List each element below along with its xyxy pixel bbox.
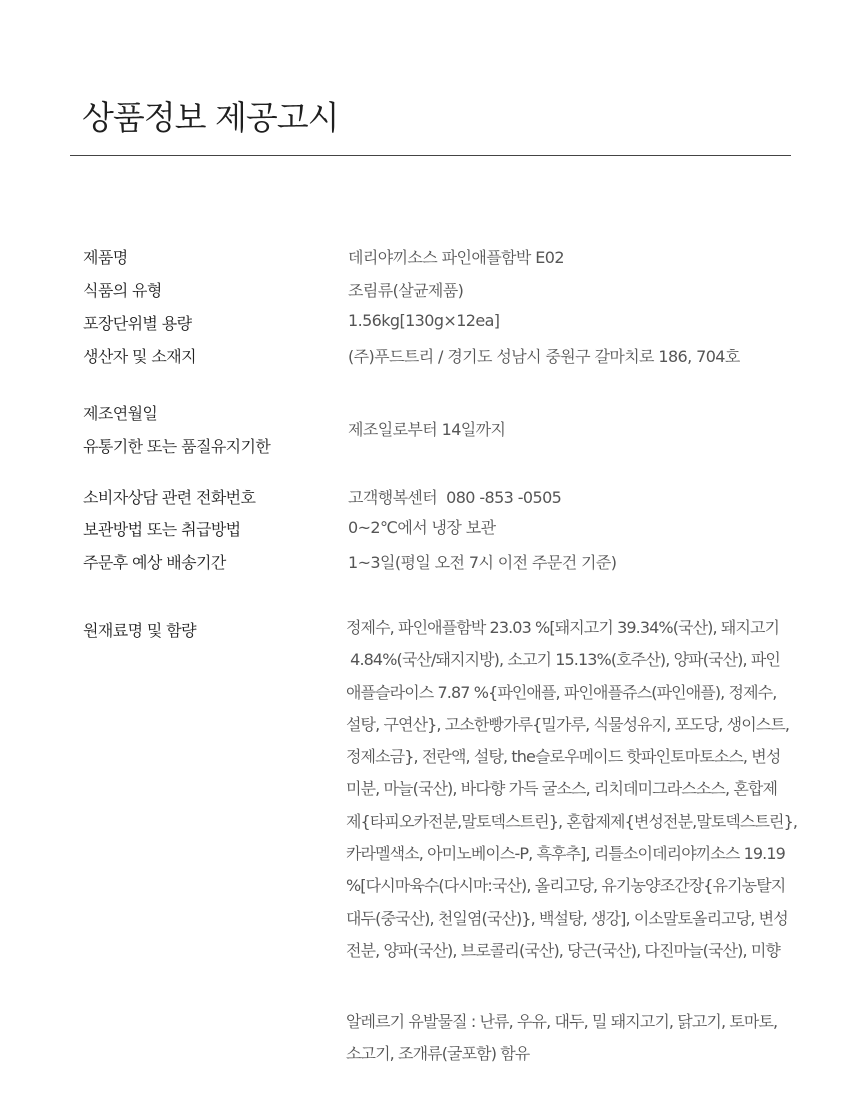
expiry-label: 유통기한 또는 품질유지기한: [83, 437, 271, 456]
ingredients-line: 설탕, 구연산}, 고소한빵가루{밀가루, 식물성유지, 포도당, 생이스트,: [346, 714, 790, 734]
product-name-label: 제품명: [83, 248, 128, 267]
product-name-value: 데리야끼소스 파인애플함박 E02: [348, 248, 564, 267]
ingredients-line: 4.84%(국산/돼지지방), 소고기 15.13%(호주산), 양파(국산), 파인: [346, 650, 780, 670]
consumer-phone-label: 소비자상담 관련 전화번호: [83, 488, 256, 507]
ingredients-line: 애플슬라이스 7.87 %{파인애플, 파인애플쥬스(파인애플), 정제수,: [346, 682, 777, 702]
ingredients-line: 미분, 마늘(국산), 바다향 가득 굴소스, 리치데미그라스소스, 혼합제: [346, 779, 778, 799]
ingredients-label: 원재료명 및 함량: [83, 621, 196, 640]
ingredients-line: 대두(중국산), 천일염(국산)}, 백설탕, 생강], 이소말토올리고당, 변성: [346, 908, 788, 928]
expiry-value: 제조일로부터 14일까지: [348, 420, 506, 439]
title-divider: [70, 155, 791, 156]
allergen-text: [346, 1006, 790, 1071]
ingredients-line: 정제수, 파인애플함박 23.03 %[돼지고기 39.34%(국산), 돼지고기: [346, 618, 780, 637]
producer-label: 생산자 및 소재지: [83, 347, 196, 366]
ingredients-line: %[다시마육수(다시마:국산), 올리고당, 유기농양조간장{유기농탈지: [346, 876, 786, 896]
capacity-value: 1.56kg[130g×12ea]: [348, 311, 500, 330]
ingredients-line: 카라멜색소, 아미노베이스-P, 흑후추], 리틀소이데리야끼소스 19.19: [346, 844, 785, 864]
ingredients-text: [346, 612, 798, 967]
consumer-phone-value: 고객행복센터 080 -853 -0505: [348, 488, 562, 507]
storage-label: 보관방법 또는 취급방법: [83, 520, 241, 539]
ingredients-line: 정제소금}, 전란액, 설탕, the슬로우메이드 핫파인토마토소스, 변성: [346, 747, 781, 767]
ingredients-line: 전분, 양파(국산), 브로콜리(국산), 당근(국산), 다진마늘(국산), 미향: [346, 940, 780, 960]
page-title: 상품정보 제공고시: [82, 98, 339, 137]
food-type-value: 조림류(살균제품): [348, 281, 464, 300]
allergen-line: 소고기, 조개류(굴포함) 함유: [346, 1044, 530, 1064]
producer-value: (주)푸드트리 / 경기도 성남시 중원구 갈마치로 186, 704호: [348, 347, 740, 366]
delivery-value: 1~3일(평일 오전 7시 이전 주문건 기준): [348, 553, 617, 572]
capacity-label: 포장단위별 용량: [83, 314, 192, 333]
delivery-label: 주문후 예상 배송기간: [83, 553, 226, 572]
ingredients-line: 제{타피오카전분,말토덱스트린}, 혼합제제{변성전분,말토덱스트린},: [346, 811, 798, 831]
storage-value: 0~2℃에서 냉장 보관: [348, 518, 496, 537]
food-type-label: 식품의 유형: [83, 281, 162, 300]
allergen-line: 알레르기 유발물질 : 난류, 우유, 대두, 밀 돼지고기, 닭고기, 토마토,: [346, 1012, 778, 1031]
manufacture-date-label: 제조연월일: [83, 404, 158, 423]
